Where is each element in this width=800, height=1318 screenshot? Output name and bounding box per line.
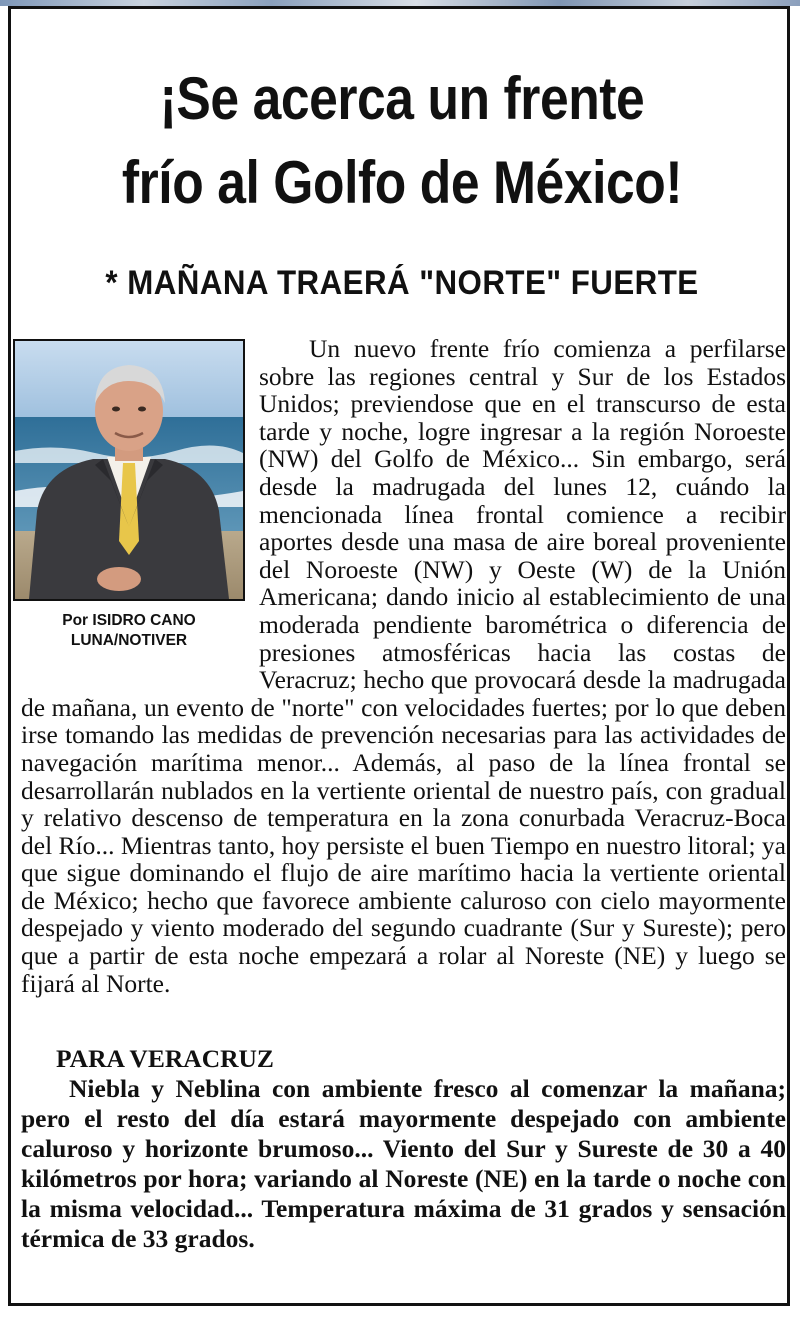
headline-line-2: frío al Golfo de México! [121, 149, 683, 216]
forecast-text: Niebla y Neblina con ambiente fresco al comenzar la mañana; pero el resto del día estará mayormente despejado con ambiente caluroso y horizonte brumoso... Viento del Sur y Sureste de 30 a 40 kilómetros por hora; variando al Noreste (NE) en la tarde o noche con la misma velocidad... Temperatura máxima de 31 grados y sensación térmica de 33 grados. [21, 1074, 786, 1253]
headline-line-1: ¡Se acerca un frente [159, 65, 645, 132]
subheadline: * MAÑANA TRAERÁ "NORTE" FUERTE [105, 264, 699, 302]
byline-source: LUNA/NOTIVER [70, 632, 188, 649]
byline-author: Por ISIDRO CANO [62, 612, 196, 629]
forecast-paragraph [21, 1074, 786, 1254]
article-frame [8, 6, 790, 1306]
section-title: PARA VERACRUZ [56, 1044, 274, 1073]
article-body [21, 335, 786, 997]
article-body-text: Un nuevo frente frío comienza a perfilarse sobre las regiones central y Sur de los Estados Unidos; previendose que en el transcurso de esta tarde y noche, logre ingresar a la región Noroeste (NW) del Golfo de México... Sin embargo, será desde la madrugada del lunes 12, cuándo la mencionada línea frontal comience a recibir aportes desde una masa de aire boreal proveniente del Noroeste (NW) y Oeste (W) de la Unión Americana; dando inicio al establecimiento de una moderada pendiente barométrica o diferencia de presiones atmosféricas hacia las costas de Veracruz; hecho que provocará desde la madrugada de mañana, un evento de "norte" con velocidades fuertes; por lo que deben irse tomando las medidas de prevención necesarias para las actividades de navegación marítima menor... Además, al paso de la línea frontal se desarrollarán nublados en la vertiente oriental de nuestro país, con gradual y relativo descenso de temperatura en la zona conurbada Veracruz-Boca del Río... Mientras tanto, hoy persiste el buen Tiempo en nuestro litoral; ya que sigue dominando el flujo de aire marítimo hacia la vertiente oriental de México; hecho que favorece ambiente caluroso con cielo mayormente despejado y viento moderado del segundo cuadrante (Sur y Sureste); pero que a partir de esta noche empezará a rolar al Noreste (NE) y luego se fijará al Norte. [21, 334, 786, 998]
headline [66, 57, 739, 225]
